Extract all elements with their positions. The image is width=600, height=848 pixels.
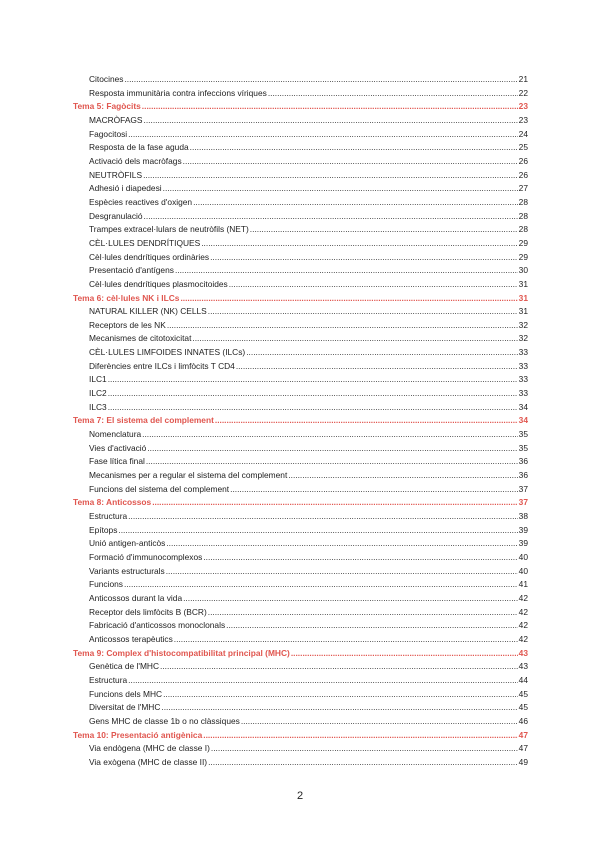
toc-entry[interactable] xyxy=(73,320,528,334)
toc-entry-title: Variants estructurals xyxy=(89,565,165,576)
toc-entry-page: 33 xyxy=(518,360,528,371)
toc-entry[interactable] xyxy=(73,333,528,347)
toc-entry[interactable] xyxy=(73,634,528,648)
toc-entry-page: 40 xyxy=(518,565,528,576)
toc-chapter-entry[interactable] xyxy=(73,415,528,429)
toc-entry-title: Tema 7: El sistema del complement xyxy=(73,415,214,426)
toc-entry-title: ILC2 xyxy=(89,388,107,399)
toc-entry-title: Gens MHC de classe 1b o no clàssiques xyxy=(89,715,240,726)
toc-entry-title: Funcions del sistema del complement xyxy=(89,483,230,494)
toc-chapter-entry[interactable] xyxy=(73,101,528,115)
toc-leader-dots xyxy=(163,689,518,699)
toc-entry[interactable] xyxy=(73,743,528,757)
toc-entry-title: Desgranulació xyxy=(89,210,143,221)
toc-entry[interactable] xyxy=(73,374,528,388)
toc-chapter-entry[interactable] xyxy=(73,648,528,662)
toc-entry[interactable] xyxy=(73,238,528,252)
toc-entry-page: 37 xyxy=(518,497,528,508)
toc-entry-page: 25 xyxy=(518,142,528,153)
toc-chapter-entry[interactable] xyxy=(73,730,528,744)
toc-entry-title: Resposta de la fase aguda xyxy=(89,142,189,153)
toc-entry[interactable] xyxy=(73,566,528,580)
toc-entry[interactable] xyxy=(73,470,528,484)
toc-entry-page: 22 xyxy=(518,87,528,98)
toc-entry-page: 49 xyxy=(518,756,528,767)
toc-entry-title: Formació d'immunocomplexos xyxy=(89,551,203,562)
toc-entry-title: Vies d'activació xyxy=(89,442,147,453)
toc-entry-title: Trampes extracel·lulars de neutròfils (NET) xyxy=(89,224,249,235)
toc-entry-title: Diversitat de l'MHC xyxy=(89,702,161,713)
toc-entry[interactable] xyxy=(73,156,528,170)
table-of-contents xyxy=(73,74,528,770)
toc-entry-title: Citocines xyxy=(89,74,124,84)
toc-chapter-entry[interactable] xyxy=(73,293,528,307)
toc-entry[interactable] xyxy=(73,279,528,293)
toc-entry-title: Genètica de l'MHC xyxy=(89,661,160,672)
toc-entry-title: Funcions dels MHC xyxy=(89,688,163,699)
toc-entry-page: 32 xyxy=(518,333,528,344)
toc-leader-dots xyxy=(175,265,518,275)
toc-entry-page: 35 xyxy=(518,429,528,440)
toc-leader-dots xyxy=(211,743,518,753)
toc-leader-dots xyxy=(203,552,517,562)
toc-entry[interactable] xyxy=(73,525,528,539)
toc-entry-page: 36 xyxy=(518,470,528,481)
toc-entry-page: 28 xyxy=(518,210,528,221)
toc-entry[interactable] xyxy=(73,402,528,416)
toc-leader-dots xyxy=(190,142,518,152)
toc-leader-dots xyxy=(167,320,518,330)
toc-entry-title: Epítops xyxy=(89,524,118,535)
toc-leader-dots xyxy=(124,74,517,84)
toc-entry[interactable] xyxy=(73,607,528,621)
toc-entry[interactable] xyxy=(73,265,528,279)
toc-leader-dots xyxy=(180,293,517,303)
toc-entry[interactable] xyxy=(73,211,528,225)
toc-entry-title: Anticossos durant la vida xyxy=(89,592,183,603)
toc-entry-page: 23 xyxy=(518,101,528,112)
toc-entry[interactable] xyxy=(73,716,528,730)
toc-entry[interactable] xyxy=(73,197,528,211)
toc-entry-page: 45 xyxy=(518,702,528,713)
toc-leader-dots xyxy=(118,525,517,535)
toc-leader-dots xyxy=(215,415,518,425)
toc-entry[interactable] xyxy=(73,456,528,470)
toc-leader-dots xyxy=(183,593,518,603)
toc-entry-page: 27 xyxy=(518,183,528,194)
toc-entry[interactable] xyxy=(73,579,528,593)
toc-entry-page: 38 xyxy=(518,511,528,521)
toc-entry-title: CÈL·LULES LIMFOIDES INNATES (ILCs) xyxy=(89,347,246,358)
toc-entry-title: Tema 9: Complex d'histocompatibilitat principal (MHC) xyxy=(73,647,290,658)
toc-entry-page: 42 xyxy=(518,606,528,617)
toc-entry-page: 46 xyxy=(518,715,528,726)
toc-entry-title: Tema 6: cèl·lules NK i ILCs xyxy=(73,292,180,303)
toc-entry-page: 43 xyxy=(518,647,528,658)
toc-leader-dots xyxy=(241,716,518,726)
toc-entry[interactable] xyxy=(73,183,528,197)
toc-leader-dots xyxy=(201,238,517,248)
toc-leader-dots xyxy=(291,648,518,658)
toc-entry-title: Adhesió i diapedesi xyxy=(89,183,162,194)
toc-entry-title: CÈL·LULES DENDRÍTIQUES xyxy=(89,237,201,248)
toc-entry-title: Mecanismes de citotoxicitat xyxy=(89,333,192,344)
toc-leader-dots xyxy=(108,402,518,412)
toc-leader-dots xyxy=(142,429,518,439)
toc-entry-page: 39 xyxy=(518,538,528,549)
toc-entry-page: 31 xyxy=(518,292,528,303)
toc-entry-page: 33 xyxy=(518,374,528,385)
toc-leader-dots xyxy=(146,456,518,466)
toc-entry-title: Via exògena (MHC de classe II) xyxy=(89,756,208,767)
toc-entry-title: ILC1 xyxy=(89,374,107,385)
toc-entry-title: NATURAL KILLER (NK) CELLS xyxy=(89,306,207,317)
toc-entry-title: ILC3 xyxy=(89,401,107,412)
toc-leader-dots xyxy=(229,279,518,289)
toc-leader-dots xyxy=(163,183,518,193)
toc-entry-title: Funcions xyxy=(89,579,123,590)
toc-entry[interactable] xyxy=(73,306,528,320)
toc-entry[interactable] xyxy=(73,443,528,457)
toc-entry[interactable] xyxy=(73,661,528,675)
toc-leader-dots xyxy=(161,702,517,712)
toc-entry-title: Cèl·lules dendrítiques ordinàries xyxy=(89,251,210,262)
toc-entry-page: 23 xyxy=(518,114,528,125)
toc-entry-page: 35 xyxy=(518,442,528,453)
toc-entry[interactable] xyxy=(73,552,528,566)
toc-leader-dots xyxy=(124,579,518,589)
toc-entry-title: Fase lítica final xyxy=(89,456,145,467)
toc-entry-page: 42 xyxy=(518,592,528,603)
toc-entry-page: 33 xyxy=(518,347,528,358)
toc-leader-dots xyxy=(192,333,517,343)
toc-entry-page: 47 xyxy=(518,729,528,740)
toc-chapter-entry[interactable] xyxy=(73,497,528,511)
toc-leader-dots xyxy=(144,211,518,221)
toc-entry-page: 37 xyxy=(518,483,528,494)
toc-entry-title: MACRÒFAGS xyxy=(89,114,143,125)
toc-entry-page: 28 xyxy=(518,196,528,207)
toc-entry-page: 42 xyxy=(518,620,528,631)
toc-entry-page: 31 xyxy=(518,278,528,289)
toc-entry-page: 34 xyxy=(518,401,528,412)
toc-leader-dots xyxy=(236,361,518,371)
toc-entry-page: 21 xyxy=(518,74,528,84)
toc-entry-page: 44 xyxy=(518,674,528,685)
toc-leader-dots xyxy=(128,129,518,139)
toc-entry[interactable] xyxy=(73,484,528,498)
toc-entry-title: Mecanismes per a regular el sistema del complement xyxy=(89,470,288,481)
toc-entry-title: Cèl·lules dendrítiques plasmocitoides xyxy=(89,278,228,289)
toc-leader-dots xyxy=(268,88,518,98)
toc-entry-page: 29 xyxy=(518,251,528,262)
toc-entry[interactable] xyxy=(73,511,528,525)
toc-leader-dots xyxy=(144,115,518,125)
toc-leader-dots xyxy=(193,197,518,207)
toc-entry-title: Receptors de les NK xyxy=(89,319,166,330)
toc-leader-dots xyxy=(152,497,517,507)
toc-entry-page: 24 xyxy=(518,128,528,139)
toc-entry-page: 47 xyxy=(518,743,528,754)
toc-entry-page: 34 xyxy=(518,415,528,426)
toc-entry-title: Unió antigen-anticòs xyxy=(89,538,166,549)
toc-leader-dots xyxy=(166,538,517,548)
toc-leader-dots xyxy=(226,620,518,630)
toc-entry[interactable] xyxy=(73,252,528,266)
toc-leader-dots xyxy=(143,170,518,180)
toc-entry-page: 26 xyxy=(518,169,528,180)
toc-entry-title: Presentació d'antígens xyxy=(89,265,174,276)
toc-entry[interactable] xyxy=(73,129,528,143)
toc-entry[interactable] xyxy=(73,142,528,156)
toc-leader-dots xyxy=(208,757,518,767)
toc-leader-dots xyxy=(250,224,518,234)
toc-leader-dots xyxy=(108,374,518,384)
toc-entry-page: 28 xyxy=(518,224,528,235)
toc-leader-dots xyxy=(128,511,518,521)
toc-entry[interactable] xyxy=(73,388,528,402)
toc-entry[interactable] xyxy=(73,757,528,771)
toc-leader-dots xyxy=(147,443,517,453)
toc-leader-dots xyxy=(108,388,518,398)
toc-leader-dots xyxy=(203,730,517,740)
toc-leader-dots xyxy=(128,675,518,685)
toc-entry[interactable] xyxy=(73,429,528,443)
toc-entry-page: 31 xyxy=(518,306,528,317)
toc-entry-title: Estructura xyxy=(89,511,128,521)
toc-entry-page: 40 xyxy=(518,551,528,562)
toc-leader-dots xyxy=(230,484,518,494)
toc-entry-page: 29 xyxy=(518,237,528,248)
toc-entry[interactable] xyxy=(73,88,528,102)
toc-entry[interactable] xyxy=(73,347,528,361)
toc-entry-title: Tema 8: Anticossos xyxy=(73,497,152,508)
toc-entry-page: 26 xyxy=(518,155,528,166)
toc-entry[interactable] xyxy=(73,538,528,552)
toc-entry-title: Via endògena (MHC de classe I) xyxy=(89,743,210,754)
toc-entry-page: 32 xyxy=(518,319,528,330)
toc-leader-dots xyxy=(288,470,517,480)
toc-leader-dots xyxy=(208,306,518,316)
toc-entry[interactable] xyxy=(73,620,528,634)
toc-entry-page: 42 xyxy=(518,633,528,644)
toc-entry[interactable] xyxy=(73,702,528,716)
toc-entry-page: 43 xyxy=(518,661,528,672)
toc-entry-page: 39 xyxy=(518,524,528,535)
toc-leader-dots xyxy=(210,252,518,262)
toc-entry[interactable] xyxy=(73,224,528,238)
toc-entry[interactable] xyxy=(73,689,528,703)
toc-entry-page: 41 xyxy=(518,579,528,590)
toc-entry-title: Receptor dels limfòcits B (BCR) xyxy=(89,606,207,617)
toc-leader-dots xyxy=(166,566,518,576)
toc-entry[interactable] xyxy=(73,593,528,607)
toc-leader-dots xyxy=(183,156,518,166)
toc-leader-dots xyxy=(246,347,517,357)
toc-entry[interactable] xyxy=(73,74,528,88)
toc-entry-title: Fabricació d'anticossos monoclonals xyxy=(89,620,226,631)
toc-entry-title: Activació dels macròfags xyxy=(89,155,182,166)
toc-entry-title: Nomenclatura xyxy=(89,429,142,440)
toc-entry-page: 36 xyxy=(518,456,528,467)
toc-entry-page: 33 xyxy=(518,388,528,399)
toc-entry-title: Tema 10: Presentació antigènica xyxy=(73,729,203,740)
toc-entry-title: NEUTRÒFILS xyxy=(89,169,143,180)
page-number: 2 xyxy=(296,790,304,802)
toc-leader-dots xyxy=(160,661,518,671)
toc-entry-title: Tema 5: Fagòcits xyxy=(73,101,141,112)
toc-entry[interactable] xyxy=(73,675,528,689)
toc-entry-title: Estructura xyxy=(89,674,128,685)
toc-entry-page: 30 xyxy=(518,265,528,276)
toc-entry[interactable] xyxy=(73,170,528,184)
toc-entry[interactable] xyxy=(73,361,528,375)
toc-entry-title: Resposta immunitària contra infeccions víriques xyxy=(89,87,267,98)
toc-entry-page: 45 xyxy=(518,688,528,699)
toc-leader-dots xyxy=(208,607,518,617)
toc-entry-title: Fagocitosi xyxy=(89,128,128,139)
toc-entry-title: Espècies reactives d'oxigen xyxy=(89,196,193,207)
toc-leader-dots xyxy=(142,101,518,111)
toc-entry-title: Diferències entre ILCs i limfòcits T CD4 xyxy=(89,360,235,371)
toc-entry[interactable] xyxy=(73,115,528,129)
toc-leader-dots xyxy=(174,634,518,644)
toc-entry-title: Anticossos terapèutics xyxy=(89,633,173,644)
